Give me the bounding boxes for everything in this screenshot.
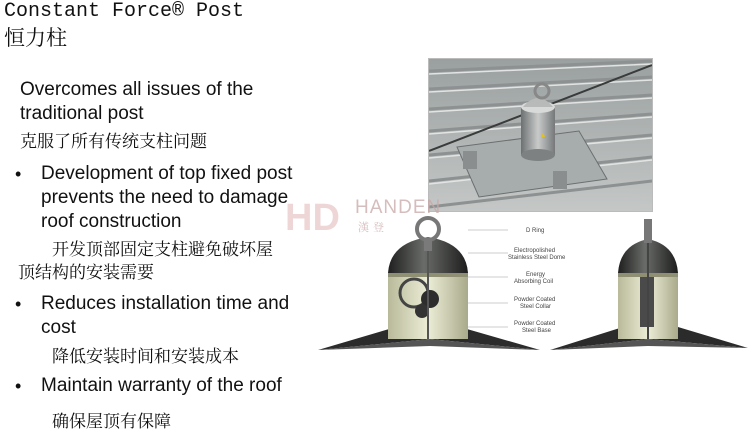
page-title: Constant Force® Post bbox=[4, 0, 245, 23]
bullet-symbol: • bbox=[15, 164, 22, 184]
label-base-line2: Steel Base bbox=[522, 328, 552, 334]
diagram-labels bbox=[468, 228, 566, 334]
watermark-text: HANDEN bbox=[355, 197, 442, 218]
label-base-line1: Powder Coated bbox=[514, 321, 556, 327]
bullet-text-3-chinese: 确保屋顶有保障 bbox=[52, 412, 171, 432]
bullet-text-1-chinese-line1: 开发顶部固定支柱避免破坏屋 bbox=[52, 240, 273, 260]
page-title-chinese: 恒力柱 bbox=[4, 26, 67, 50]
left-post-cutaway bbox=[318, 218, 540, 350]
right-post-side-view bbox=[550, 219, 748, 350]
intro-text: Overcomes all issues of the traditional post bbox=[20, 79, 254, 124]
bullet-symbol: • bbox=[15, 294, 22, 314]
label-collar-line1: Powder Coated bbox=[514, 297, 556, 303]
label-dome-line2: Stainless Steel Dome bbox=[508, 255, 566, 261]
post-cutaway-diagram bbox=[318, 215, 750, 390]
label-coil-line2: Absorbing Coil bbox=[514, 279, 554, 285]
label-coil-line1: Energy bbox=[526, 272, 546, 278]
label-collar-line2: Steel Collar bbox=[520, 304, 552, 310]
label-d-ring: D Ring bbox=[526, 228, 545, 234]
svg-text:HD: HD bbox=[285, 197, 340, 236]
label-dome-line1: Electropolished bbox=[514, 248, 556, 254]
bullet-text-1-chinese-line2: 顶结构的安装需要 bbox=[18, 263, 154, 283]
bullet-text-1: Development of top fixed post prevents the need to damage roof construction bbox=[41, 163, 293, 232]
intro-text-chinese: 克服了所有传统支柱问题 bbox=[20, 132, 207, 152]
installed-post-photo bbox=[428, 58, 653, 212]
watermark-text-chinese: 漢登 bbox=[358, 221, 388, 234]
bullet-text-3: Maintain warranty of the roof bbox=[41, 375, 282, 396]
bullet-symbol: • bbox=[15, 376, 22, 396]
bullet-text-2: Reduces installation time and cost bbox=[41, 293, 290, 338]
bullet-text-2-chinese: 降低安装时间和安装成本 bbox=[52, 347, 239, 367]
